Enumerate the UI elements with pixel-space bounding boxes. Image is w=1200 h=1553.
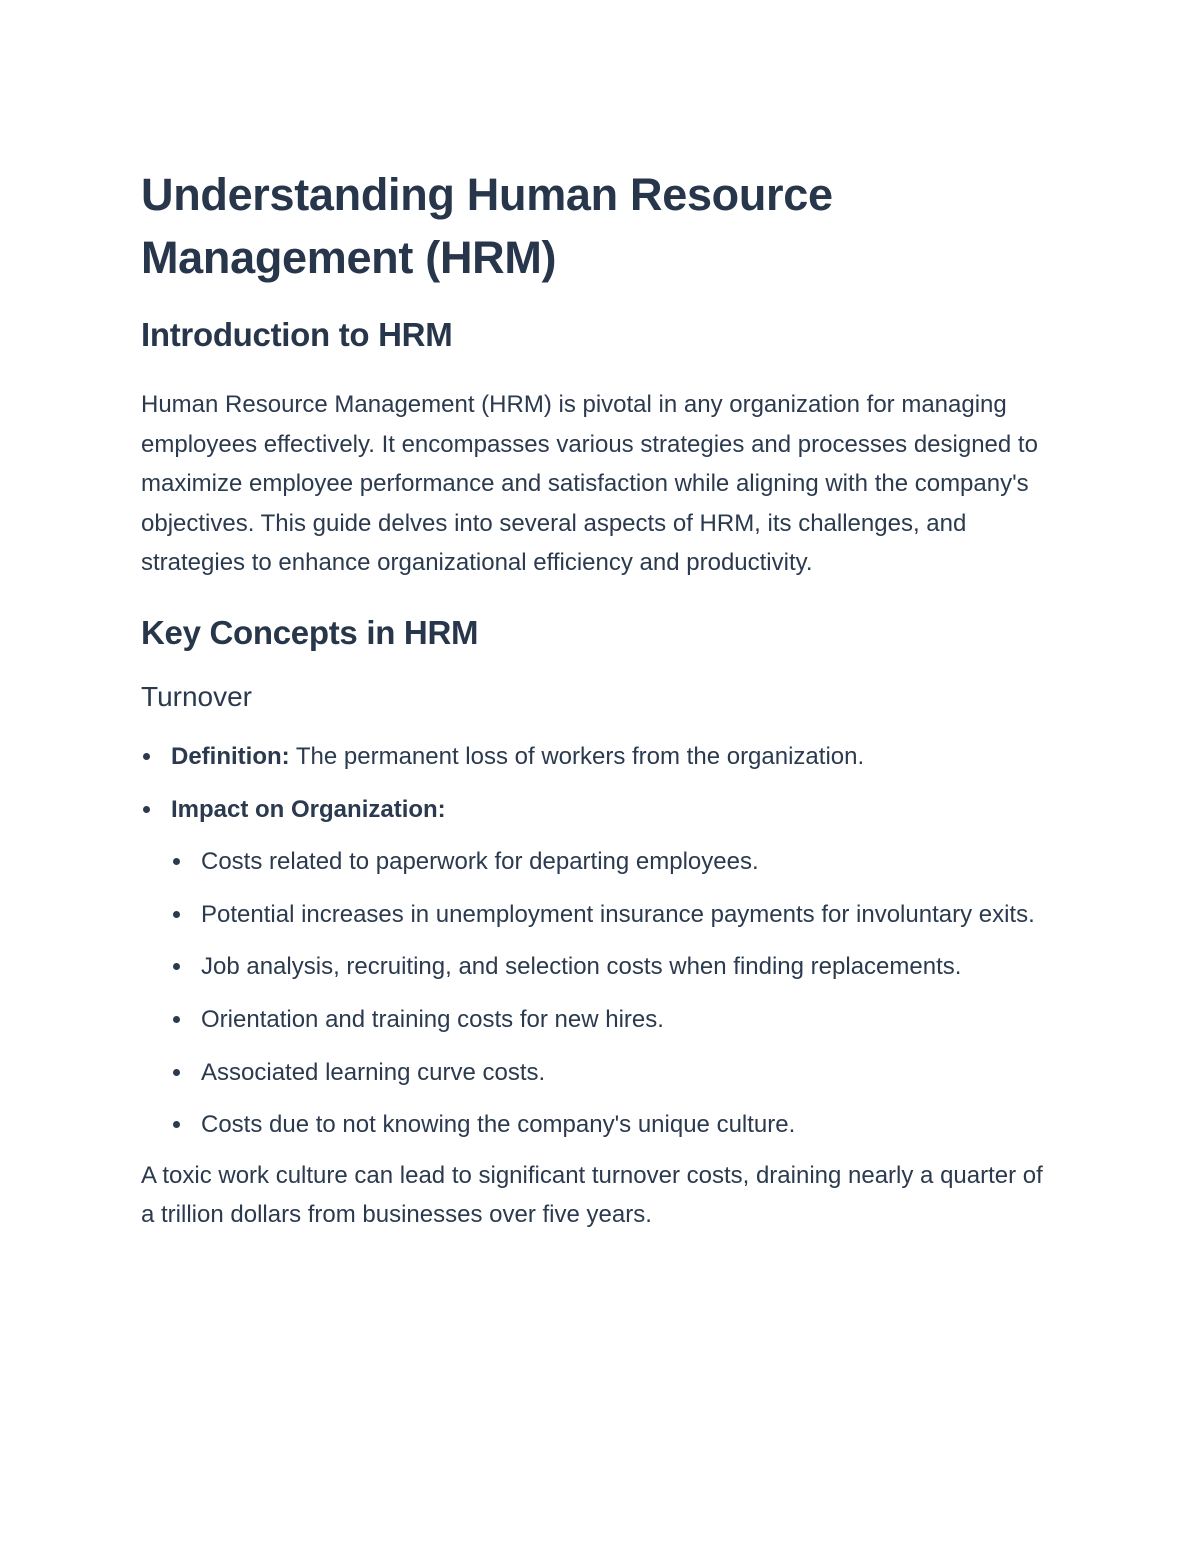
intro-paragraph: Human Resource Management (HRM) is pivotal in any organization for managing employees effectively. It encompasses various strategies and processes designed to maximize employee performance and satisfaction while aligning with the company's objectives. This guide delves into several aspects of HRM, its challenges, and strategies to enhance organizational efficiency and productivity.	[141, 391, 1038, 577]
list-item	[171, 947, 1061, 987]
bullet-icon	[173, 1016, 180, 1023]
turnover-list	[141, 737, 1061, 1145]
bullet-icon	[173, 911, 180, 918]
impact-sublist	[171, 842, 1061, 1145]
bullet-icon	[173, 963, 180, 970]
list-item	[171, 1105, 1061, 1145]
impact-item-text: Associated learning curve costs.	[201, 1058, 546, 1086]
impact-item-text: Costs due to not knowing the company's unique culture.	[201, 1111, 796, 1139]
impact-item-text: Costs related to paperwork for departing employees.	[201, 848, 759, 876]
intro-heading: Introduction to HRM	[141, 316, 453, 353]
key-concepts-heading: Key Concepts in HRM	[141, 613, 479, 651]
document-page	[141, 163, 1061, 1235]
bullet-icon	[173, 858, 180, 865]
bullet-icon	[143, 753, 150, 760]
bullet-icon	[173, 1121, 180, 1128]
impact-label: Impact on Organization:	[171, 795, 446, 823]
impact-item-text: Potential increases in unemployment insurance payments for involuntary exits.	[201, 900, 1035, 928]
list-item-impact	[141, 790, 1061, 1145]
list-item	[171, 1053, 1061, 1093]
definition-label: Definition:	[171, 742, 290, 770]
definition-text: The permanent loss of workers from the organization.	[289, 742, 865, 770]
document-title: Understanding Human Resource Management (HRM)	[141, 169, 833, 283]
list-item	[171, 842, 1061, 882]
closing-paragraph: A toxic work culture can lead to significant turnover costs, draining nearly a quarter of a trillion dollars from businesses over five years.	[141, 1161, 1043, 1229]
list-item	[171, 1000, 1061, 1040]
turnover-heading: Turnover	[141, 680, 253, 712]
list-item-definition	[141, 737, 1061, 777]
impact-item-text: Orientation and training costs for new hires.	[201, 1005, 664, 1033]
impact-item-text: Job analysis, recruiting, and selection costs when finding replacements.	[201, 953, 962, 981]
list-item	[171, 895, 1061, 935]
bullet-icon	[173, 1069, 180, 1076]
bullet-icon	[143, 806, 150, 813]
